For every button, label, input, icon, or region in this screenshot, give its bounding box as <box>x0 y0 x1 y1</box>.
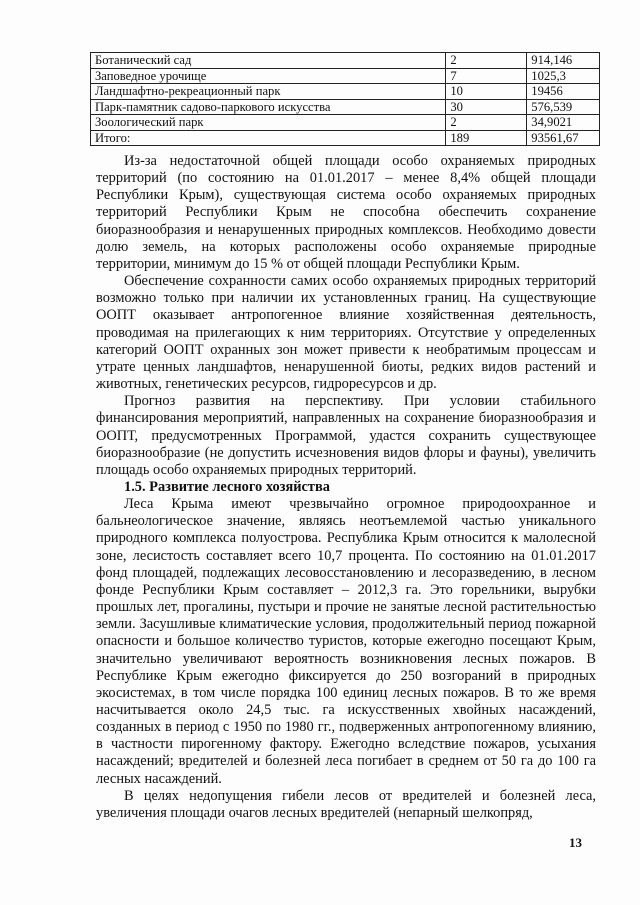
paragraph: В целях недопущения гибели лесов от вредителей и болезней леса, увеличения площади очагов лесных вредителей (непарный шелкопряд, <box>96 787 596 821</box>
body-text <box>96 153 596 822</box>
table-cell-area: 576,539 <box>527 99 600 115</box>
table-cell-count: 2 <box>446 115 527 131</box>
table-cell-category: Парк-памятник садово-паркового искусства <box>91 99 446 115</box>
table-cell-count: 10 <box>446 84 527 100</box>
paragraph: Из-за недостаточной общей площади особо охраняемых природных территорий (по состоянию на 01.01.2017 – менее 8,4% общей площади Республики Крым), существующая система особо охраняемых природных территорий Республики Крым не способна обеспечить сохранение биоразнообразия и ненарушенных природных комплексов. Необходимо довести долю земель, на которых расположены особо охраняемые природные территории, минимум до 15 % от общей площади Республики Крым. <box>96 153 596 272</box>
page-number: 13 <box>569 835 582 850</box>
table-cell-area: 914,146 <box>527 53 600 69</box>
table-cell-area: 19456 <box>527 84 600 100</box>
table-cell-count: 189 <box>446 130 527 146</box>
paragraph: Прогноз развития на перспективу. При условии стабильного финансирования мероприятий, направленных на сохранение биоразнообразия и ООПТ, предусмотренных Программой, удастся сохранить существующее биоразнообразие (не допустить исчезновения видов флоры и фауны), увеличить площадь особо охраняемых природных территорий. <box>96 393 596 478</box>
table-cell-category: Итого: <box>91 130 446 146</box>
table-row <box>91 53 600 69</box>
table-total-row <box>91 130 600 146</box>
protected-areas-table <box>90 52 600 146</box>
paragraph: Обеспечение сохранности самих особо охраняемых природных территорий возможно только при наличии их установленных границ. На существующие ООПТ оказывает антропогенное влияние хозяйственная деятельность, проводимая на прилегающих к ним территориях. Отсутствие у определенных категорий ООПТ охранных зон может привести к необратимым процессам и утрате ценных ландшафтов, ненарушенной биоты, редких видов растений и животных, генетических ресурсов, гидроресурсов и др. <box>96 273 596 393</box>
table-cell-category: Ботанический сад <box>91 53 446 69</box>
table-cell-count: 7 <box>446 68 527 84</box>
table-cell-area: 34,9021 <box>527 115 600 131</box>
table-cell-category: Ландшафтно-рекреационный парк <box>91 84 446 100</box>
table-cell-count: 2 <box>446 53 527 69</box>
table-row <box>91 68 600 84</box>
table-row <box>91 99 600 115</box>
table-cell-area: 93561,67 <box>527 130 600 146</box>
table-row <box>91 115 600 131</box>
table-cell-area: 1025,3 <box>527 68 600 84</box>
section-heading: 1.5. Развитие лесного хозяйства <box>124 478 330 495</box>
table-cell-count: 30 <box>446 99 527 115</box>
paragraph: Леса Крыма имеют чрезвычайно огромное природоохранное и бальнеологическое значение, являясь неотъемлемой частью уникального природного комплекса полуострова. Республика Крым относится к малолесной зоне, лесистость составляет всего 10,7 процента. По состоянию на 01.01.2017 фонд площадей, подлежащих лесовосстановлению и лесоразведению, в лесном фонде Республики Крым составляет – 2012,3 га. Это горельники, вырубки прошлых лет, прогалины, пустыри и прочие не занятые лесной растительностью земли. Засушливые климатические условия, продолжительный период пожарной опасности и большое количество туристов, которые ежегодно посещают Крым, значительно увеличивают вероятность возникновения лесных пожаров. В Республике Крым ежегодно фиксируется до 250 возгораний в природных экосистемах, в том числе порядка 100 единиц лесных пожаров. В то же время насчитывается около 24,5 тыс. га искусственных хвойных насаждений, созданных в период с 1950 по 1980 гг., подверженных антропогенному влиянию, в частности пирогенному фактору. Ежегодно вследствие пожаров, усыхания насаждений; вредителей и болезней леса погибает в среднем от 50 га до 100 га лесных насаждений. <box>96 496 596 787</box>
table-cell-category: Зоологический парк <box>91 115 446 131</box>
table-row <box>91 84 600 100</box>
table-cell-category: Заповедное урочище <box>91 68 446 84</box>
